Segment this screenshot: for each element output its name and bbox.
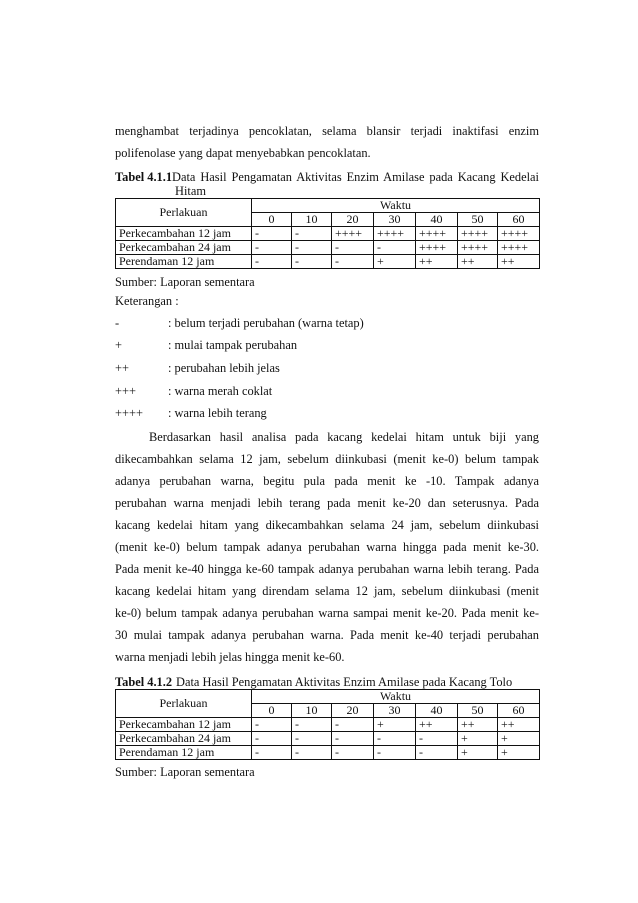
table2-row bbox=[116, 746, 540, 760]
table2-caption bbox=[115, 675, 539, 689]
table1-cell: ++++ bbox=[458, 227, 498, 241]
keterangan-title: Keterangan : bbox=[115, 294, 179, 308]
table2-caption-number: Tabel 4.1.2 bbox=[115, 675, 173, 689]
table1-header-perlakuan: Perlakuan bbox=[116, 199, 252, 227]
table2-cell: - bbox=[252, 732, 292, 746]
keterangan-item bbox=[115, 402, 267, 424]
table2-cell: + bbox=[498, 732, 540, 746]
analysis-paragraph bbox=[115, 426, 539, 668]
table2-row bbox=[116, 732, 540, 746]
table1-cell: ++ bbox=[416, 255, 458, 269]
table1-cell: ++++ bbox=[374, 227, 416, 241]
table2-cell: - bbox=[374, 732, 416, 746]
keterangan-symbol: - bbox=[115, 316, 120, 330]
table1-caption-text-cont: Hitam bbox=[175, 184, 206, 198]
table2-cell: - bbox=[374, 746, 416, 760]
table1-time-header: 60 bbox=[498, 213, 540, 227]
table1-source: Sumber: Laporan sementara bbox=[115, 275, 255, 289]
table2-cell: - bbox=[292, 718, 332, 732]
keterangan-item bbox=[115, 380, 272, 402]
table1-caption-text: Data Hasil Pengamatan Aktivitas Enzim Amilase pada Kacang Kedelai bbox=[172, 170, 539, 184]
intro-line: polifenolase yang dapat menyebabkan pencoklatan. bbox=[115, 146, 371, 160]
table1-time-header: 50 bbox=[458, 213, 498, 227]
paragraph-line: kacang kedelai hitam yang dikecambahkan selama 24 jam, sebelum diinkubasi bbox=[115, 518, 539, 532]
table1-cell: + bbox=[374, 255, 416, 269]
table1-row-label: Perkecambahan 24 jam bbox=[116, 241, 252, 255]
table2-cell: + bbox=[458, 732, 498, 746]
table1-header-waktu: Waktu bbox=[252, 199, 540, 213]
paragraph-line: ke-0) belum tampak adanya perubahan warna sampai menit ke-20. Pada menit ke- bbox=[115, 606, 539, 620]
table2-cell: - bbox=[416, 732, 458, 746]
paragraph-line: perubahan warna menjadi lebih terang pada menit ke-20 dan seterusnya. Pada bbox=[115, 496, 539, 510]
table2-time-header: 0 bbox=[252, 704, 292, 718]
table1-time-header: 20 bbox=[332, 213, 374, 227]
table2-header-perlakuan: Perlakuan bbox=[116, 690, 252, 718]
table1-row bbox=[116, 227, 540, 241]
table1-caption-number: Tabel 4.1.1 bbox=[115, 170, 173, 184]
table2-row-label: Perkecambahan 24 jam bbox=[116, 732, 252, 746]
table2-time-header: 30 bbox=[374, 704, 416, 718]
table1-cell: - bbox=[332, 255, 374, 269]
table1-time-header: 10 bbox=[292, 213, 332, 227]
paragraph-line: dikecambahkan selama 12 jam, sebelum diinkubasi (menit ke-0) belum tampak bbox=[115, 452, 539, 466]
table1-cell: - bbox=[292, 227, 332, 241]
keterangan-desc: : perubahan lebih jelas bbox=[168, 361, 280, 375]
paragraph-line: Berdasarkan hasil analisa pada kacang kedelai hitam untuk biji yang bbox=[149, 430, 539, 444]
table2-cell: ++ bbox=[416, 718, 458, 732]
keterangan-desc: : mulai tampak perubahan bbox=[168, 338, 298, 352]
keterangan-item bbox=[115, 357, 280, 379]
intro-paragraph bbox=[115, 120, 539, 164]
table1-cell: ++++ bbox=[416, 241, 458, 255]
intro-line: menghambat terjadinya pencoklatan, selama blansir terjadi inaktifasi enzim bbox=[115, 124, 539, 138]
table1-cell: ++ bbox=[458, 255, 498, 269]
table2-header-waktu: Waktu bbox=[252, 690, 540, 704]
table2-cell: - bbox=[332, 732, 374, 746]
table1-cell: ++++ bbox=[458, 241, 498, 255]
keterangan-item bbox=[115, 334, 297, 356]
table2-row bbox=[116, 718, 540, 732]
keterangan-symbol: ++ bbox=[115, 361, 129, 375]
keterangan-symbol: +++ bbox=[115, 384, 136, 398]
table2-cell: - bbox=[332, 746, 374, 760]
paragraph-line: adanya perubahan warna, begitu pula pada menit ke -10. Tampak adanya bbox=[115, 474, 539, 488]
table1-row-label: Perkecambahan 12 jam bbox=[116, 227, 252, 241]
table1-cell: ++++ bbox=[416, 227, 458, 241]
keterangan-item bbox=[115, 312, 364, 334]
table2-row-label: Perkecambahan 12 jam bbox=[116, 718, 252, 732]
table1-row bbox=[116, 255, 540, 269]
table2-time-header: 20 bbox=[332, 704, 374, 718]
table1-row-label: Perendaman 12 jam bbox=[116, 255, 252, 269]
paragraph-line: 30 mulai tampak adanya perubahan warna. Pada menit ke-40 terjadi perubahan bbox=[115, 628, 539, 642]
table1-time-header: 40 bbox=[416, 213, 458, 227]
table1-row bbox=[116, 241, 540, 255]
table2-caption-text: Data Hasil Pengamatan Aktivitas Enzim Amilase pada Kacang Tolo bbox=[176, 675, 513, 689]
table2-time-header: 50 bbox=[458, 704, 498, 718]
paragraph-line: Pada menit ke-40 hingga ke-60 tampak adanya perubahan warna lebih terang. Pada bbox=[115, 562, 539, 576]
paragraph-line: warna menjadi lebih jelas hingga menit ke-60. bbox=[115, 650, 345, 664]
table1-cell: - bbox=[332, 241, 374, 255]
keterangan-symbol: ++++ bbox=[115, 406, 143, 420]
keterangan-symbol: + bbox=[115, 338, 122, 352]
table2-cell: - bbox=[252, 718, 292, 732]
table2-cell: - bbox=[292, 746, 332, 760]
paragraph-line: kacang kedelai hitam yang direndam selama 12 jam, sebelum diinkubasi (menit bbox=[115, 584, 539, 598]
table1-cell: - bbox=[292, 241, 332, 255]
table2-cell: + bbox=[458, 746, 498, 760]
table2-row-label: Perendaman 12 jam bbox=[116, 746, 252, 760]
table2-cell: ++ bbox=[498, 718, 540, 732]
table1-cell: ++ bbox=[498, 255, 540, 269]
table2-cell: - bbox=[252, 746, 292, 760]
table2-time-header: 10 bbox=[292, 704, 332, 718]
table2-cell: + bbox=[498, 746, 540, 760]
keterangan-desc: : warna merah coklat bbox=[168, 384, 273, 398]
keterangan-desc: : warna lebih terang bbox=[168, 406, 267, 420]
table2-cell: - bbox=[292, 732, 332, 746]
table1-cell: - bbox=[292, 255, 332, 269]
table1-caption bbox=[115, 170, 539, 198]
table1-cell: ++++ bbox=[498, 241, 540, 255]
table1-cell: - bbox=[252, 241, 292, 255]
table1-cell: ++++ bbox=[332, 227, 374, 241]
table2 bbox=[115, 689, 540, 760]
table2-time-header: 40 bbox=[416, 704, 458, 718]
table2-cell: ++ bbox=[458, 718, 498, 732]
table1-time-header: 0 bbox=[252, 213, 292, 227]
table1 bbox=[115, 198, 540, 269]
table1-cell: - bbox=[374, 241, 416, 255]
table1-time-header: 30 bbox=[374, 213, 416, 227]
table1-cell: - bbox=[252, 227, 292, 241]
table1-cell: - bbox=[252, 255, 292, 269]
keterangan-desc: : belum terjadi perubahan (warna tetap) bbox=[168, 316, 364, 330]
table2-cell: + bbox=[374, 718, 416, 732]
table2-time-header: 60 bbox=[498, 704, 540, 718]
table2-cell: - bbox=[332, 718, 374, 732]
table2-source: Sumber: Laporan sementara bbox=[115, 765, 255, 779]
table2-cell: - bbox=[416, 746, 458, 760]
table1-cell: ++++ bbox=[498, 227, 540, 241]
paragraph-line: (menit ke-0) belum tampak adanya perubahan warna hingga pada menit ke-30. bbox=[115, 540, 539, 554]
